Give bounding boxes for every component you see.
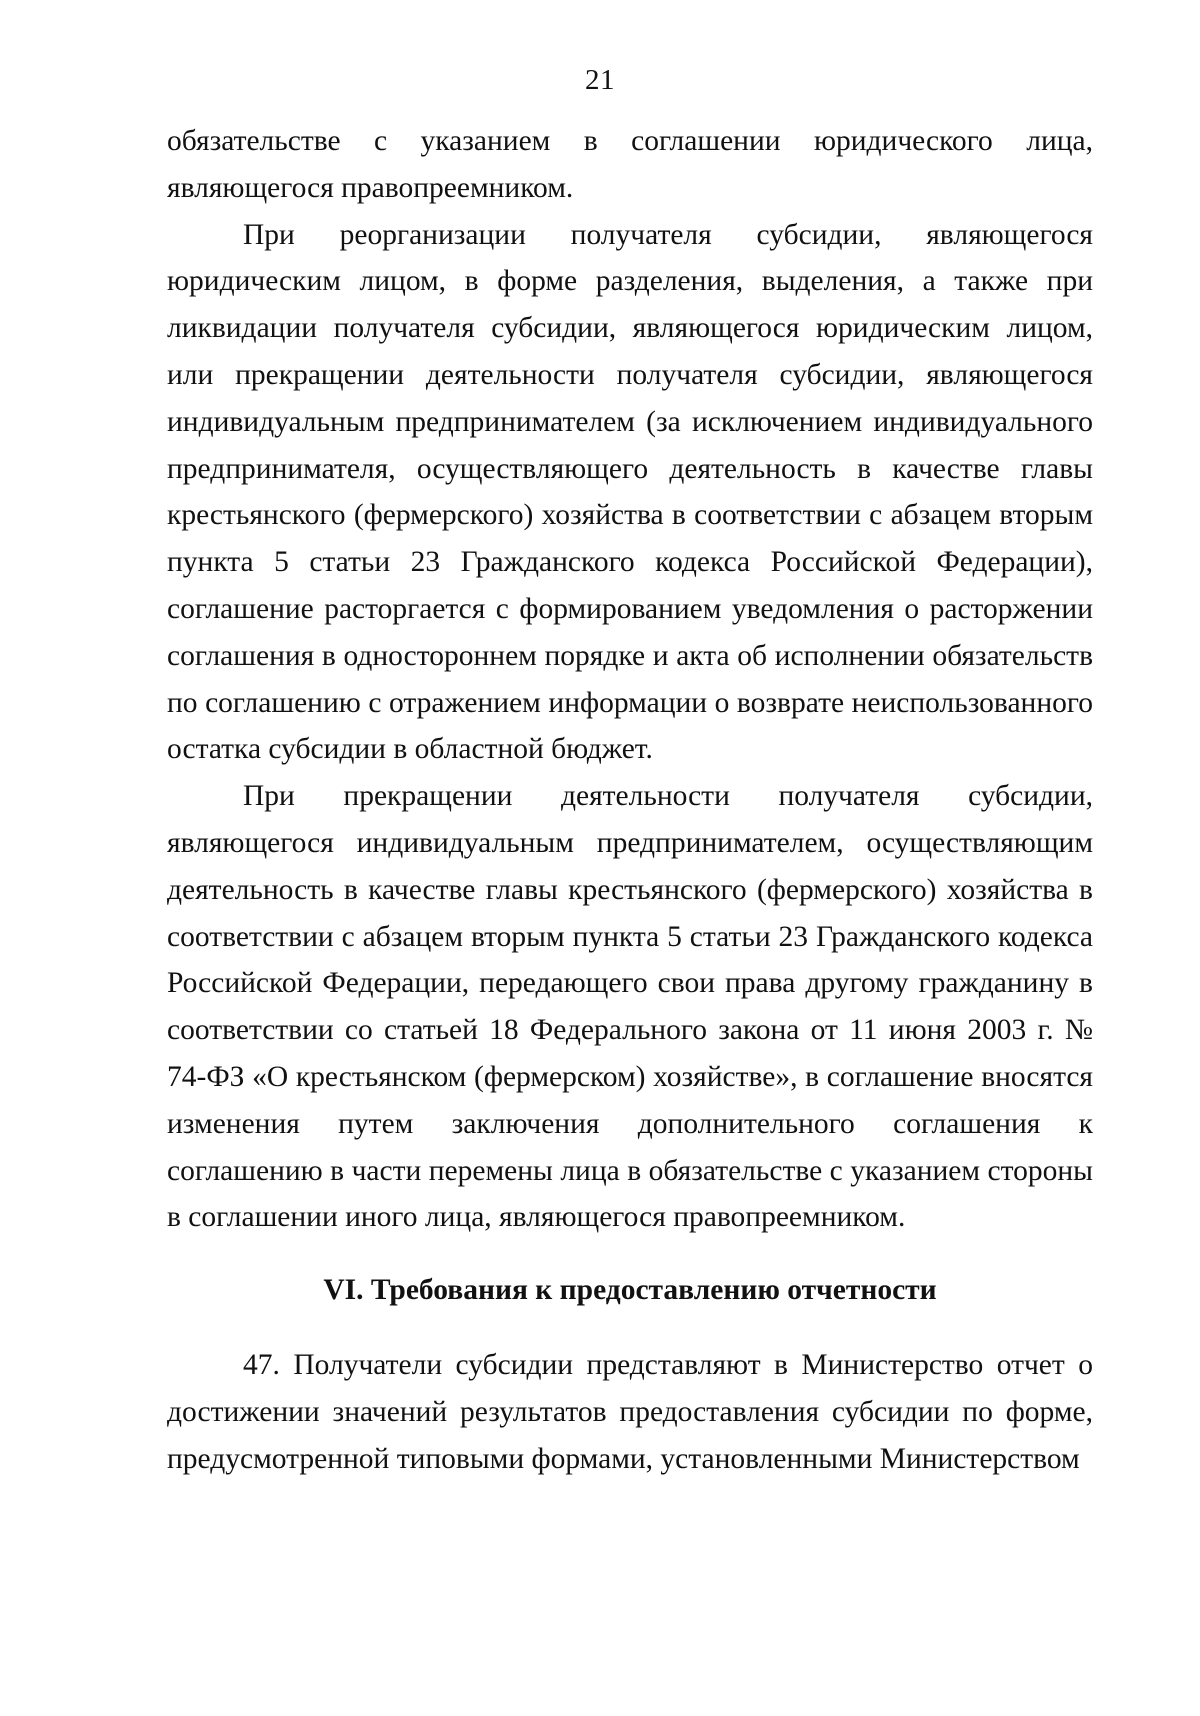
page-number: 21 — [585, 64, 615, 96]
paragraph-termination: При прекращении деятельности получателя субсидии, являющегося индивидуальным предпринимателем, осуществляющим деятельность в качестве главы крестьянского (фермерского) хозяйства в соответствии с абзацем вторым пункта 5 статьи 23 Гражданского кодекса Российской Федерации, передающего свои права другому гражданину в соответствии со статьей 18 Федерального закона от 11 июня 2003 г. № 74-ФЗ «О крестьянском (фермерском) хозяйстве», в соглашение вносятся изменения путем заключения дополнительного соглашения к соглашению в части перемены лица в обязательстве с указанием стороны в соглашении иного лица, являющегося правопреемником. — [167, 780, 1093, 1234]
paragraph-continuation: обязательстве с указанием в соглашении юридического лица, являющегося правопреемником. — [167, 125, 1093, 204]
paragraph-reorganization: При реорганизации получателя субсидии, являющегося юридическим лицом, в форме разделения, выделения, а также при ликвидации получателя субсидии, являющегося юридическим лицом, или прекращении деятельности получателя субсидии, являющегося индивидуальным предпринимателем (за исключением индивидуального предпринимателя, осуществляющего деятельность в качестве главы крестьянского (фермерского) хозяйства в соответствии с абзацем вторым пункта 5 статьи 23 Гражданского кодекса Российской Федерации), соглашение расторгается с формированием уведомления о расторжении соглашения в одностороннем порядке и акта об исполнении обязательств по соглашению с отражением информации о возврате неиспользованного остатка субсидии в областной бюджет. — [167, 218, 1093, 766]
section-heading: VI. Требования к предоставлению отчетности — [323, 1274, 937, 1307]
document-body — [167, 118, 1093, 1482]
paragraph-item-47: 47. Получатели субсидии представляют в Министерство отчет о достижении значений результатов предоставления субсидии по форме, предусмотренной типовыми формами, установленными Министерством — [167, 1348, 1093, 1475]
